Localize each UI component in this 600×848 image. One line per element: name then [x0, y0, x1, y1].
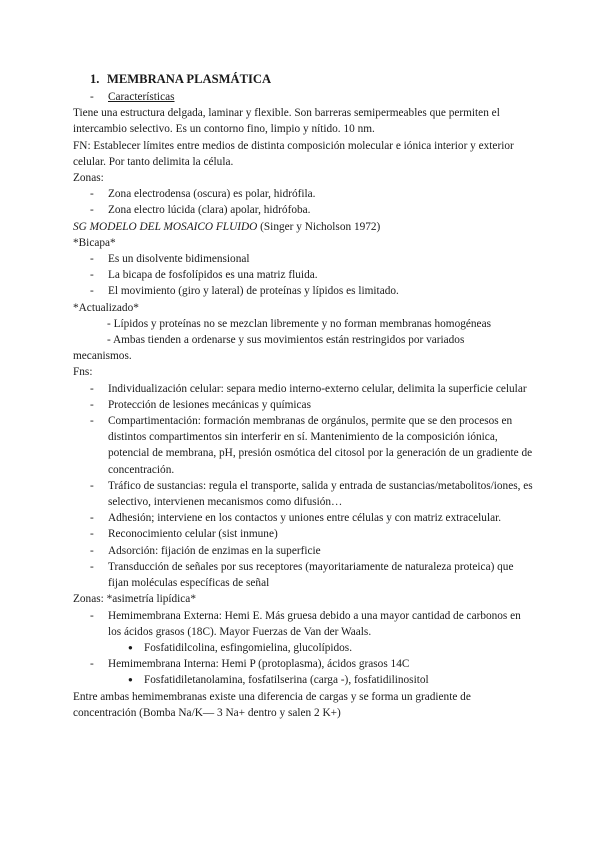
- bicapa-label: *Bicapa*: [73, 236, 116, 249]
- fns-item: - Reconocimiento celular (sist inmune): [73, 526, 533, 542]
- actualizado-line: - Ambas tienden a ordenarse y sus movimientos están restringidos por variados: [107, 334, 465, 347]
- conclusion-text: Entre ambas hemimembranas existe una diferencia de cargas y se forma un gradiente de concentración (Bomba Na/K— 3 Na+ dentro y salen 2 K+): [73, 690, 471, 719]
- fns-item: - Protección de lesiones mecánicas y químicas: [73, 397, 533, 413]
- fns-label: Fns:: [73, 366, 93, 379]
- caracteristicas-label-item: [73, 89, 533, 105]
- zonas-label: Zonas:: [73, 172, 104, 185]
- heading-title: MEMBRANA PLASMÁTICA: [107, 72, 272, 86]
- zonas-item: - Zona electrodensa (oscura) es polar, hidrófila.: [73, 186, 533, 202]
- actualizado-line: mecanismos.: [73, 350, 132, 363]
- fns-item: - Tráfico de sustancias: regula el transporte, salida y entrada de sustancias/metabolitos/iones, es selectivo, intervienen mecanismos como difusión…: [73, 478, 533, 510]
- hemimembrana-externa-sub: ● Fosfatidilcolina, esfingomielina, glucolípidos.: [73, 640, 533, 656]
- hemimembrana-externa: - Hemimembrana Externa: Hemi E. Más gruesa debido a una mayor cantidad de carbonos en los ácidos grasos (18C). Mayor Fuerzas de Van der Waals.: [73, 608, 533, 640]
- actualizado-line: - Lípidos y proteínas no se mezclan libremente y no forman membranas homogéneas: [107, 317, 491, 330]
- modelo-ref: (Singer y Nicholson 1972): [257, 220, 381, 233]
- actualizado-label: *Actualizado*: [73, 301, 139, 314]
- modelo-line: [73, 219, 533, 235]
- caracteristicas-text: Tiene una estructura delgada, laminar y flexible. Son barreras semipermeables que permiten el intercambio selectivo. Es un contorno fino, limpio y nítido. 10 nm.: [73, 107, 500, 136]
- caracteristicas-label: Características: [108, 91, 175, 103]
- heading-number: 1.: [90, 72, 100, 86]
- modelo-title: SG MODELO DEL MOSAICO FLUIDO: [73, 220, 258, 233]
- fns-item: - Adsorción: fijación de enzimas en la superficie: [73, 543, 533, 559]
- zonas-item: - Zona electro lúcida (clara) apolar, hidrófoba.: [73, 202, 533, 218]
- asimetria-label: Zonas: *asimetría lipídica*: [73, 593, 196, 606]
- fns-item: - Transducción de señales por sus receptores (mayoritariamente de naturaleza proteica) que fijan moléculas específicas de señal: [73, 559, 533, 591]
- fns-item: - Adhesión; interviene en los contactos y uniones entre células y con matriz extracelular.: [73, 510, 533, 526]
- document-page: [73, 71, 533, 721]
- hemimembrana-interna: - Hemimembrana Interna: Hemi P (protoplasma), ácidos grasos 14C: [73, 656, 533, 672]
- fns-item: - Compartimentación: formación membranas de orgánulos, permite que se den procesos en distintos compartimentos sin interferir en sí. Mantenimiento de la composición iónica, potencial de membrana, pH, presión osmótica del citosol por la generación de un gradiente de concentración.: [73, 413, 533, 478]
- hemimembrana-interna-sub: ● Fosfatidiletanolamina, fosfatilserina (carga -), fosfatidilinositol: [73, 672, 533, 688]
- bicapa-item: - La bicapa de fosfolípidos es una matriz fluida.: [73, 267, 533, 283]
- fns-item: - Individualización celular: separa medio interno-externo celular, delimita la superficie celular: [73, 381, 533, 397]
- fn-text: FN: Establecer límites entre medios de distinta composición molecular e iónica interior y exterior celular. Por tanto delimita la célula.: [73, 139, 514, 168]
- section-heading: [90, 71, 533, 88]
- bicapa-item: - Es un disolvente bidimensional: [73, 251, 533, 267]
- bicapa-item: - El movimiento (giro y lateral) de proteínas y lípidos es limitado.: [73, 283, 533, 299]
